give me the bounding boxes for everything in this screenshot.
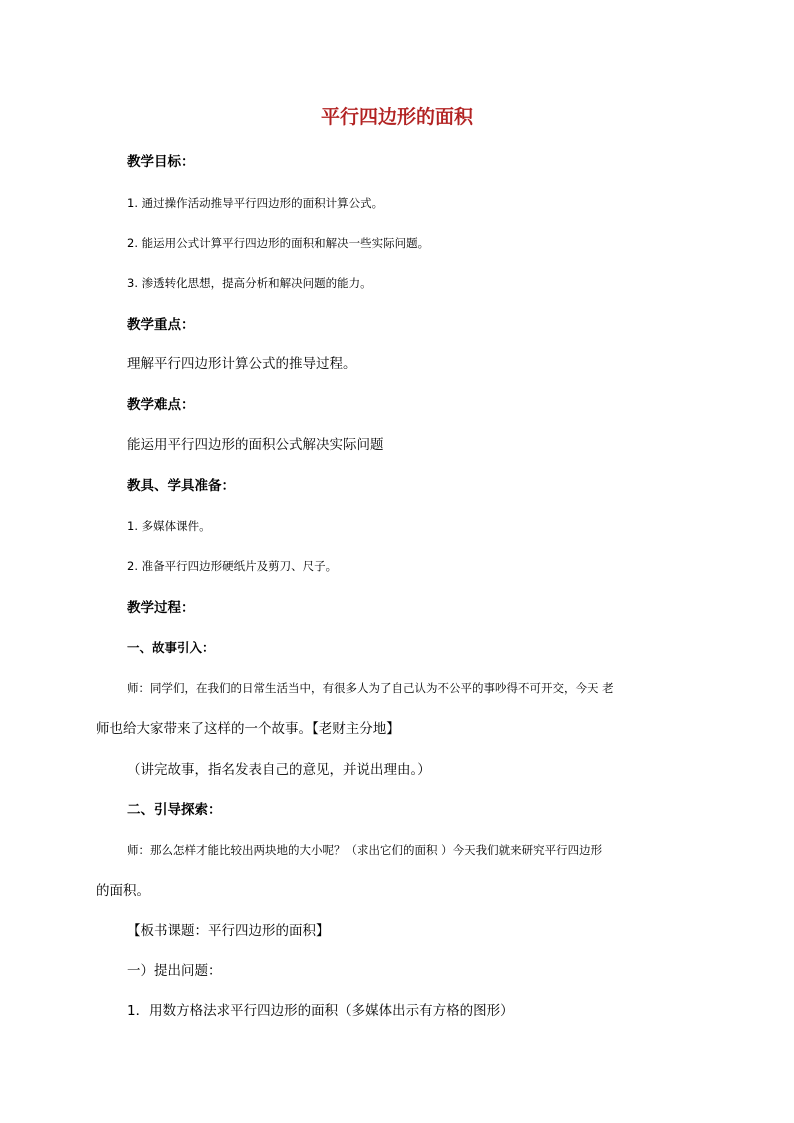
process-heading: 教学过程： xyxy=(127,600,195,616)
prep-item-1: 1. 多媒体课件。 xyxy=(127,519,211,533)
section-1-note: （讲完故事，指名发表自己的意见，并说出理由。） xyxy=(127,762,431,778)
section-2-paragraph-line-1: 师：那么怎样才能比较出两块地的大小呢？（求出它们的面积 ）今天我们就来研究平行四边形 xyxy=(127,843,603,857)
sub-heading-1: 一）提出问题： xyxy=(127,963,222,979)
prep-item-2: 2. 准备平行四边形硬纸片及剪刀、尺子。 xyxy=(127,559,338,573)
prep-heading: 教具、学具准备： xyxy=(127,478,235,494)
key-point-text: 理解平行四边形计算公式的推导过程。 xyxy=(127,356,357,372)
objective-3: 3. 渗透转化思想，提高分析和解决问题的能力。 xyxy=(127,276,372,290)
difficulty-heading: 教学难点： xyxy=(127,397,195,413)
objective-1: 1. 通过操作活动推导平行四边形的面积计算公式。 xyxy=(127,196,384,210)
objective-2: 2. 能运用公式计算平行四边形的面积和解决一些实际问题。 xyxy=(127,236,430,250)
section-2-paragraph-line-2: 的面积。 xyxy=(96,883,150,899)
section-2-heading: 二、引导探索： xyxy=(127,802,222,818)
list-item-1: 1．用数方格法求平行四边形的面积（多媒体出示有方格的图形） xyxy=(127,1003,514,1019)
board-title: 【板书课题：平行四边形的面积】 xyxy=(127,923,330,939)
document-title: 平行四边形的面积 xyxy=(320,106,473,128)
key-point-heading: 教学重点： xyxy=(127,317,195,333)
objectives-heading: 教学目标： xyxy=(127,154,195,170)
difficulty-text: 能运用平行四边形的面积公式解决实际问题 xyxy=(127,437,384,453)
section-1-heading: 一、故事引入： xyxy=(127,640,215,655)
section-1-paragraph-line-2: 师也给大家带来了这样的一个故事。【老财主分地】 xyxy=(96,721,400,737)
section-1-paragraph-line-1: 师：同学们，在我们的日常生活当中，有很多人为了自己认为不公平的事吵得不可开交，今天 老 xyxy=(127,681,614,695)
